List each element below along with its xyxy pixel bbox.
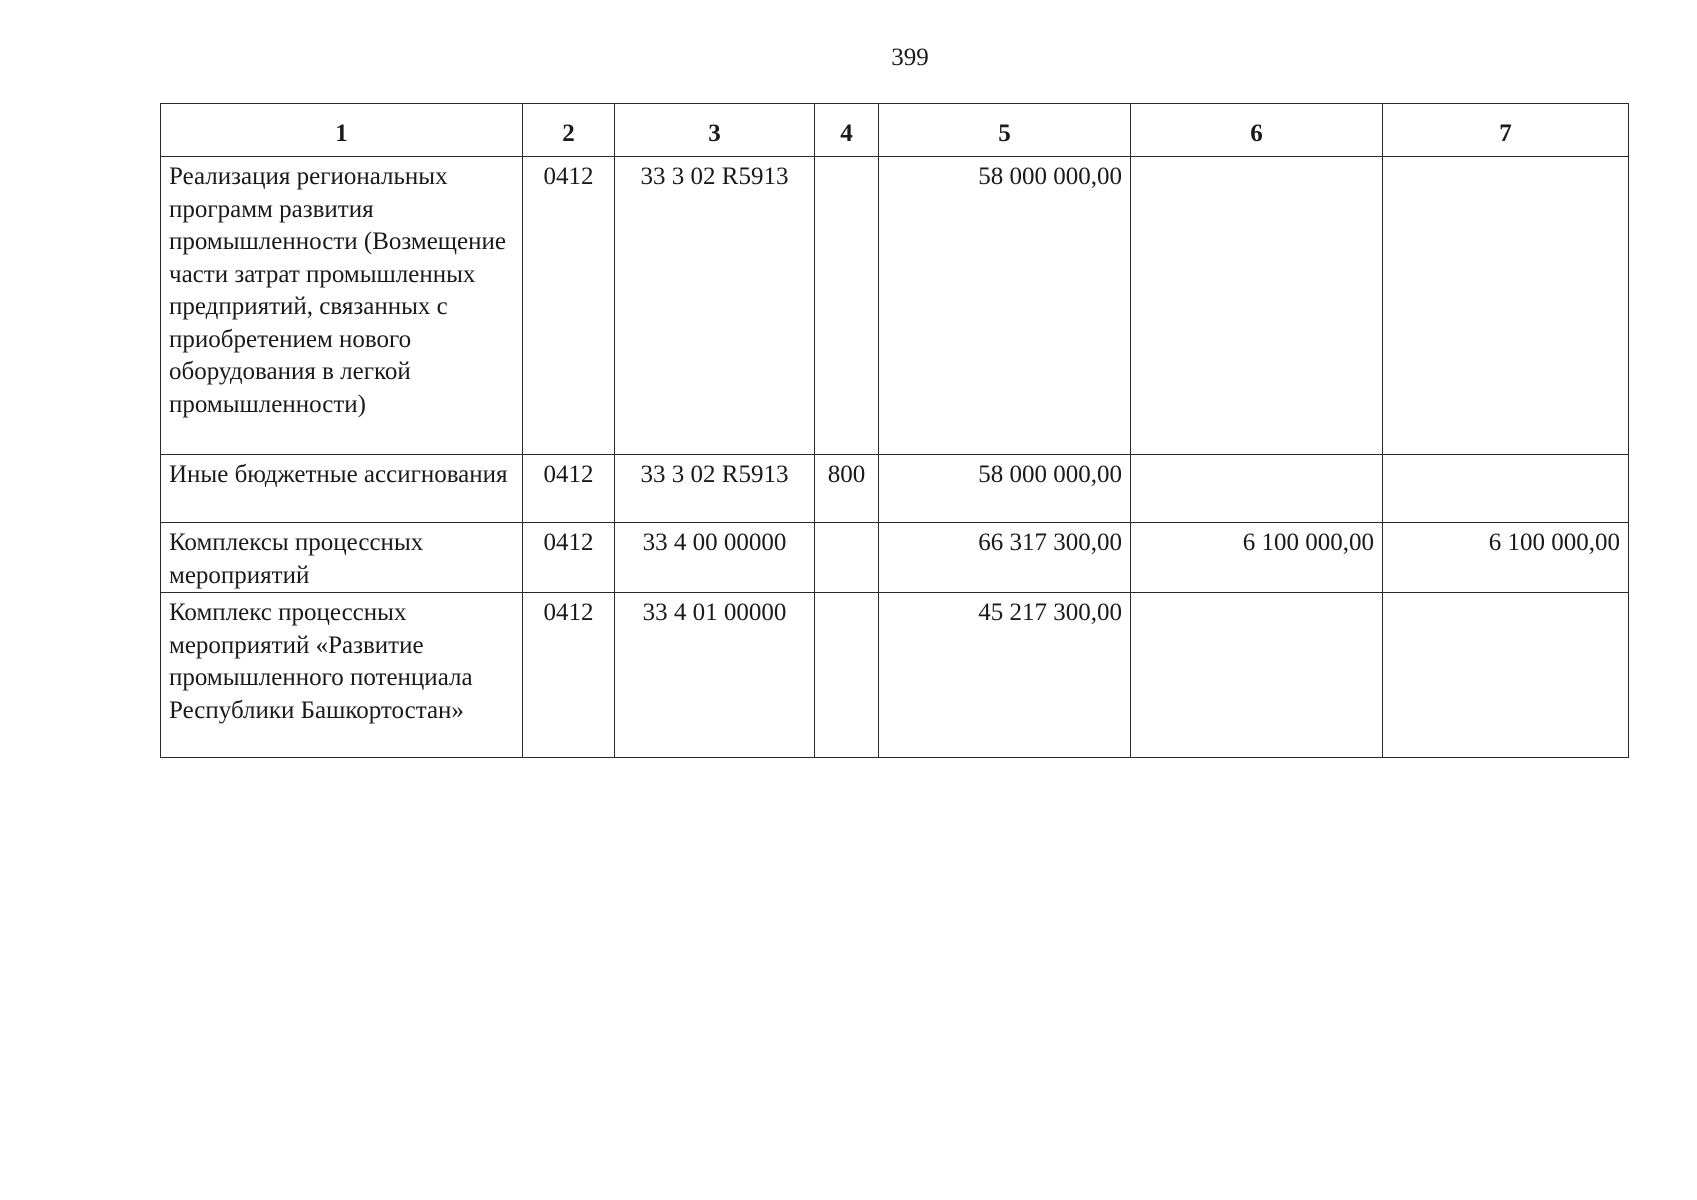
page-number: 399: [891, 44, 929, 71]
row-amount-2: [1131, 455, 1383, 523]
column-header: 6: [1131, 104, 1383, 157]
row-name: Иные бюджетные ассигнования: [161, 455, 523, 523]
row-amount-1: 58 000 000,00: [879, 157, 1131, 455]
row-section: 0412: [523, 157, 615, 455]
row-section: 0412: [523, 593, 615, 758]
column-header: 7: [1383, 104, 1629, 157]
row-section: 0412: [523, 523, 615, 593]
row-expense-type: 800: [815, 455, 879, 523]
table-row: [161, 455, 1629, 523]
row-amount-3: [1383, 157, 1629, 455]
row-name: Комплекс процессных мероприятий «Развитие промышленного потенциала Республики Башкортостан»: [161, 593, 523, 758]
row-expense-type: [815, 593, 879, 758]
row-amount-3: [1383, 593, 1629, 758]
row-target-article: 33 3 02 R5913: [615, 455, 815, 523]
row-name: Реализация региональных программ развития промышленности (Возмещение части затрат промышленных предприятий, связанных с приобретением нового оборудования в легкой промышленности): [161, 157, 523, 455]
column-header: 5: [879, 104, 1131, 157]
column-header: 3: [615, 104, 815, 157]
table-row: [161, 593, 1629, 758]
row-amount-1: 58 000 000,00: [879, 455, 1131, 523]
table-header-row: [161, 104, 1629, 157]
row-amount-1: 45 217 300,00: [879, 593, 1131, 758]
column-header: 2: [523, 104, 615, 157]
table-row: [161, 523, 1629, 593]
column-header: 1: [161, 104, 523, 157]
budget-table: [160, 103, 1629, 758]
row-expense-type: [815, 523, 879, 593]
row-section: 0412: [523, 455, 615, 523]
row-name: Комплексы процессных мероприятий: [161, 523, 523, 593]
table-row: [161, 157, 1629, 455]
column-header: 4: [815, 104, 879, 157]
row-amount-3: [1383, 455, 1629, 523]
row-amount-2: [1131, 157, 1383, 455]
row-target-article: 33 4 01 00000: [615, 593, 815, 758]
row-amount-1: 66 317 300,00: [879, 523, 1131, 593]
row-amount-2: 6 100 000,00: [1131, 523, 1383, 593]
row-target-article: 33 3 02 R5913: [615, 157, 815, 455]
row-amount-3: 6 100 000,00: [1383, 523, 1629, 593]
row-expense-type: [815, 157, 879, 455]
row-target-article: 33 4 00 00000: [615, 523, 815, 593]
row-amount-2: [1131, 593, 1383, 758]
